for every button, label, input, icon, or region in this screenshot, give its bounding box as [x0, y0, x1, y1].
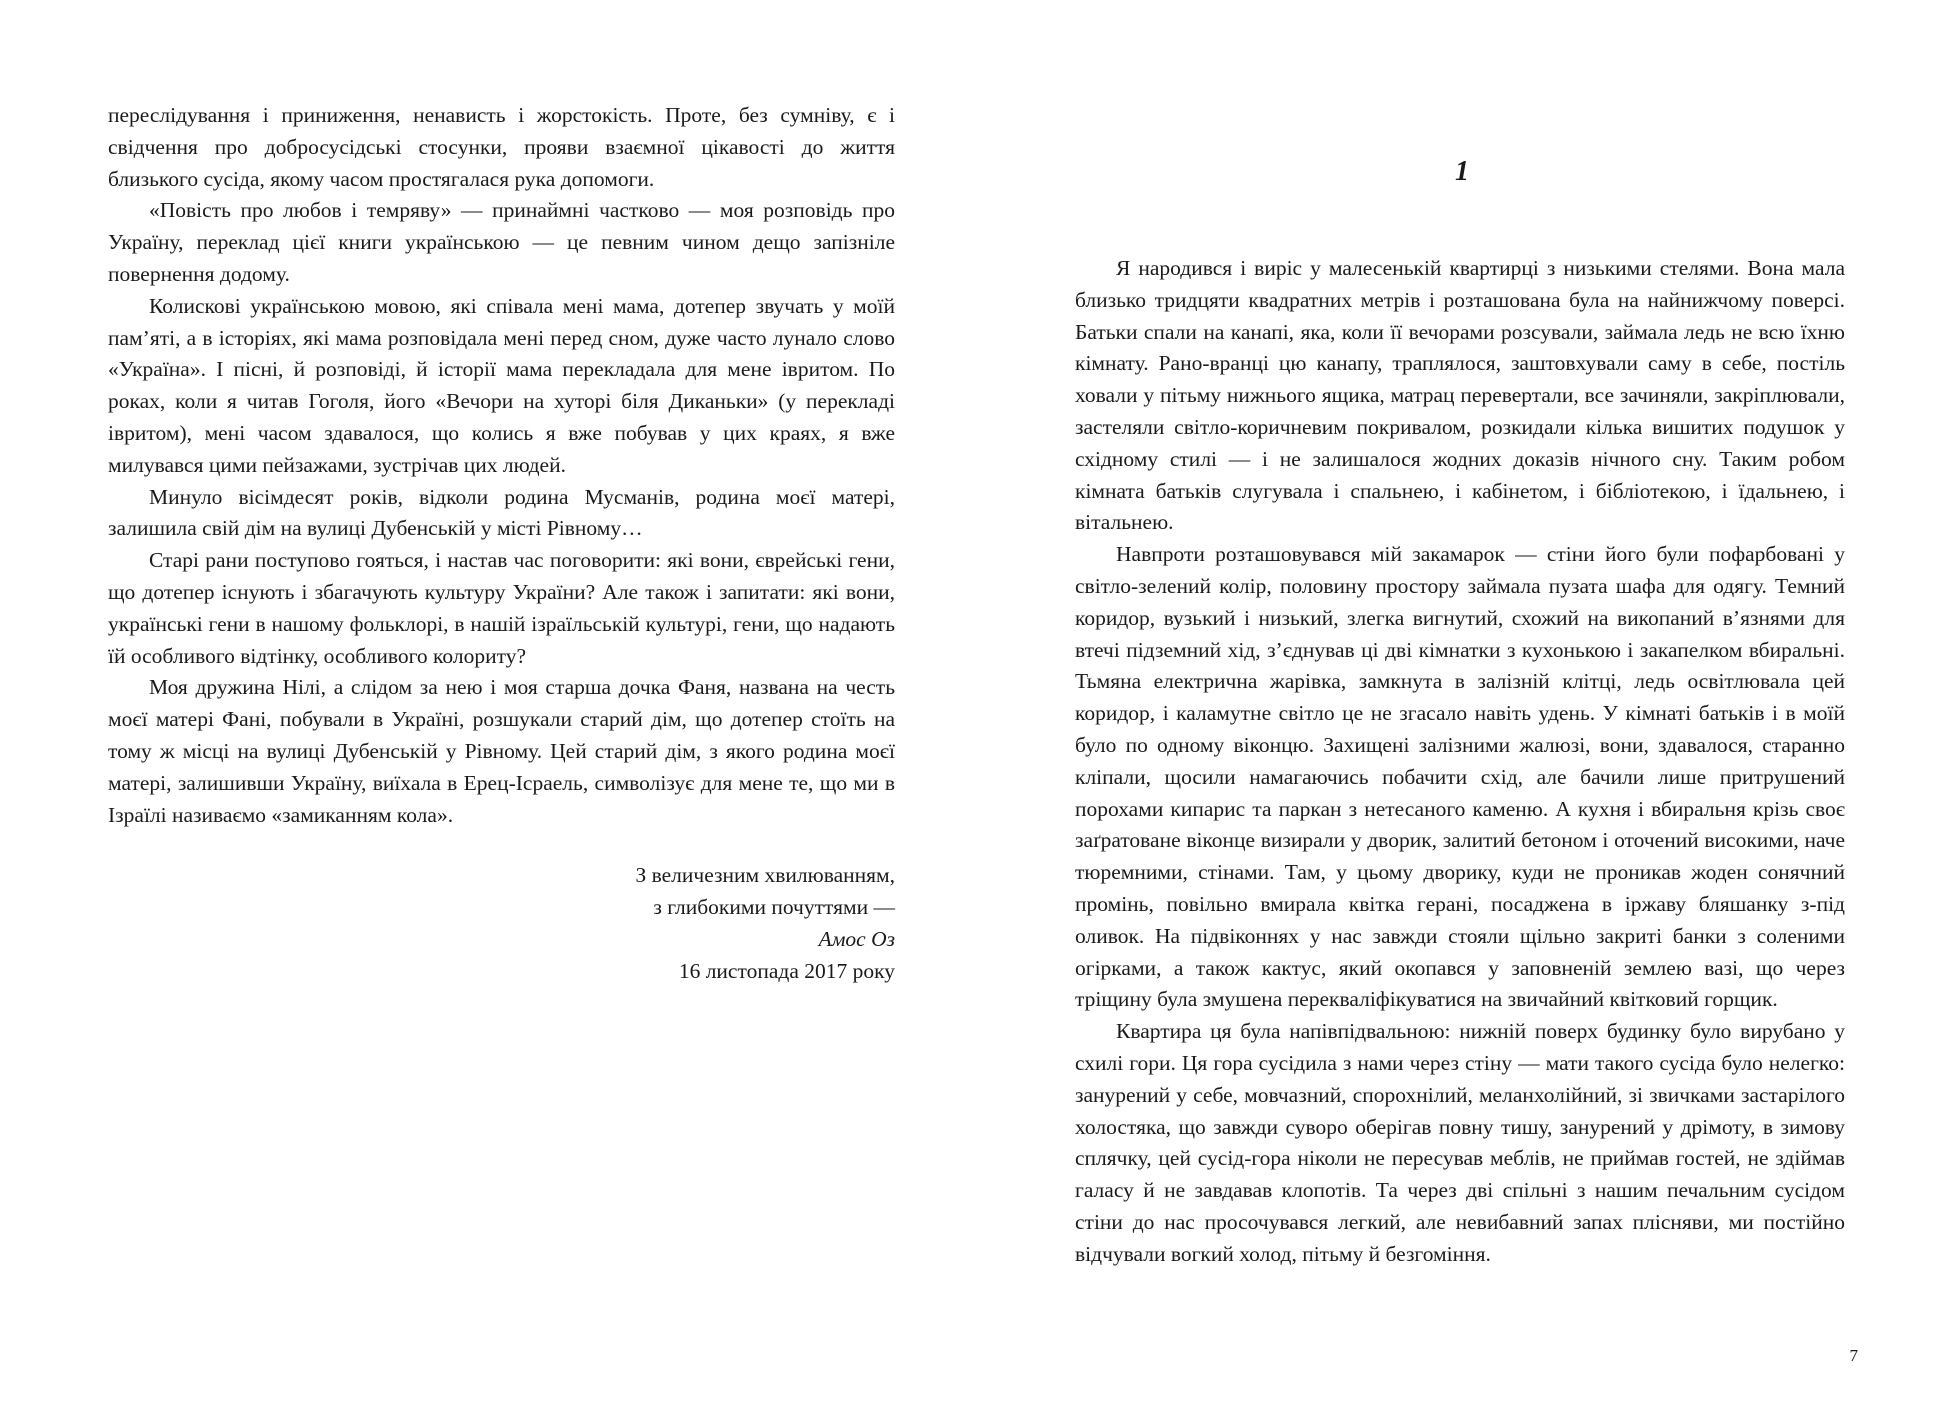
left-paragraph: Моя дружина Нілі, а слідом за нею і моя старша дочка Фаня, названа на честь моєї матері Фані, побували в Україні, розшукали старий дім, що дотепер стоїть на тому ж місці на вулиці Дубенській у Рівному. Цей старий дім, з якого родина моєї матері, залишивши Україну, виїхала в Ерец-Ісраель, символізує для мене те, що ми в Ізраїлі називаємо «замиканням кола». — [108, 675, 895, 827]
left-paragraph: Колискові українською мовою, які співала мені мама, дотепер звучать у моїй пам’яті, а в історіях, які мама розповідала мені перед сном, дуже часто лунало слово «Україна». І пісні, й розповіді, й історії мама перекладала для мене івритом. По роках, коли я читав Гоголя, його «Вечори на хуторі біля Диканьки» (у перекладі івритом), мені часом здавалося, що колись я вже побував у цих краях, я вже милувався цими пейзажами, зустрічав цих людей. — [108, 293, 895, 477]
left-paragraph: «Повість про любов і темряву» — принаймні частково — моя розповідь про Україну, переклад цієї книги українською — це певним чином дещо запізніле повернення додому. — [108, 198, 895, 286]
left-page-body — [108, 100, 895, 831]
right-paragraph: Квартира ця була напівпідвальною: нижній поверх будинку було вирубано у схилі гори. Ця гора сусідила з нами через стіну — мати такого сусіда було нелегко: занурений у себе, мовчазний, спорохнілий, меланхолійний, зі звичками застарілого холостяка, що завжди суворо оберігав повну тишу, занурений у дрімоту, в зимову сплячку, цей сусід-гора ніколи не пересував меблів, не приймав гостей, не здіймав галасу й не завдавав клопотів. Та через дві спільні з нашим печальним сусідом стіни до нас просочувався легкий, але невибавний запах плісняви, ми постійно відчували вогкий холод, пітьму й безгоміння. — [1075, 1019, 1845, 1266]
right-paragraph: Навпроти розташовувався мій закамарок — стіни його були пофарбовані у світло-зелений колір, половину простору займала пузата шафа для одягу. Темний коридор, вузький і низький, злегка вигнутий, схожий на викопаний в’язнями для втечі підземний хід, з’єднував ці дві кімнатки з кухонькою і закапелком вбиральні. Тьмяна електрична жарівка, замкнута в залізній клітці, ледь освітлювала цей коридор, і каламутне світло це не згасало навіть удень. У кімнаті батьків і в моїй було по одному віконцю. Захищені залізними жалюзі, вони, здавалося, старанно кліпали, щосили намагаючись побачити схід, але бачили лише притрушений порохами кипарис та паркан з нетесаного каменю. А кухня і вбиральня крізь своє заґратоване віконце визирали у дворик, залитий бетоном і оточений високими, наче тюремними, стінами. Там, у цьому дворику, куди не проникав жоден сонячний промінь, повільно вмирала квітка герані, посаджена в іржаву бляшанку з-під оливок. На підвіконнях у нас завжди стояли щільно закриті банки з соленими огірками, а також кактус, який окопався у заповненій землею вазі, що через тріщину була змушена перекваліфікуватися на звичайний квітковий горщик. — [1075, 542, 1845, 1012]
left-paragraph: Старі рани поступово гояться, і настав час поговорити: які вони, єврейські гени, що дотепер існують і збагачують культуру України? Але також і запитати: які вони, українські гени в нашому фольклорі, в нашій ізраїльській культурі, гени, що надають їй особливого відтінку, особливого колориту? — [108, 548, 895, 668]
page-number: 7 — [1849, 1346, 1858, 1365]
right-page-body — [1075, 253, 1845, 1271]
signature-block — [108, 859, 895, 987]
right-paragraph: Я народився і виріс у малесенькій квартирці з низькими стелями. Вона мала близько тридцяти квадратних метрів і розташована була на найнижчому поверсі. Батьки спали на канапі, яка, коли її вечорами розсували, займала ледь не всю їхню кімнату. Рано-вранці цю канапу, траплялося, заштовхували саму в себе, постіль ховали у пітьму нижнього ящика, матрац перевертали, все зачиняли, закріплювали, застеляли світло-коричневим покривалом, розкидали кілька вишитих подушок у східному стилі — і не залишалося жодних доказів нічного сну. Таким робом кімната батьків слугувала і спальнею, і кабінетом, і бібліотекою, і їдальнею, і вітальнею. — [1075, 256, 1845, 535]
signature-line-1: З величезним хвилюванням, — [635, 863, 895, 887]
chapter-number: 1 — [1455, 156, 1469, 187]
signature-date: 16 листопада 2017 року — [678, 959, 895, 983]
right-page — [975, 0, 1949, 1418]
signature-line-2: з глибокими почуттями — — [653, 895, 895, 919]
left-paragraph: Минуло вісімдесят років, відколи родина Мусманів, родина моєї матері, залишила свій дім на вулиці Дубенській у місті Рівному… — [108, 484, 895, 541]
left-paragraph: переслідування і приниження, ненависть і жорстокість. Проте, без сумніву, є і свідчення про добросусідські стосунки, прояви взаємної цікавості до життя близького сусіда, якому часом простягалася рука допомоги. — [108, 103, 895, 191]
signature-author: Амос Оз — [818, 927, 895, 951]
